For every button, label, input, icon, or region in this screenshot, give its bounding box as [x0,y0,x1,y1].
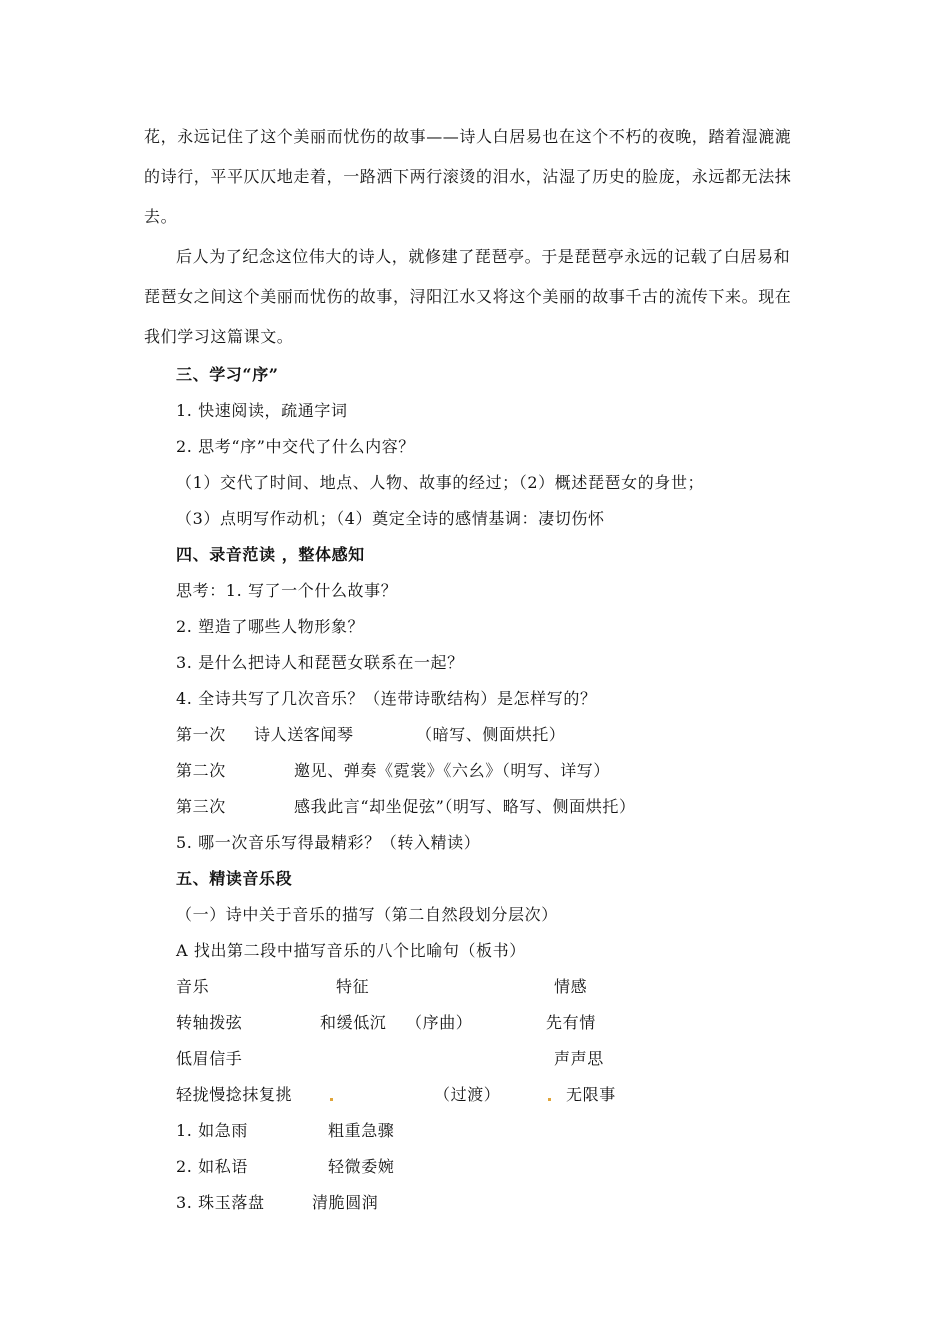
music-row-label: 第三次 [176,797,226,816]
paragraph-line-2: 的诗行，平平仄仄地走着，一路洒下两行滚烫的泪水，沾湿了历史的脸庞，永远都无法抹 [144,167,792,186]
table-music: 转轴拨弦 [176,1013,243,1032]
simile-feature: 粗重急骤 [328,1121,395,1140]
section-5-task-a: A 找出第二段中描写音乐的八个比喻句（板书） [176,941,526,960]
paragraph-line-3: 去。 [144,207,178,226]
section-3-answer-2: （3）点明写作动机；（4）奠定全诗的感情基调：凄切伤怀 [176,509,605,528]
section-4-heading: 四、录音范读 ，整体感知 [176,545,365,564]
header-feature: 特征 [336,977,370,996]
table-music: 低眉信手 [176,1049,243,1068]
table-emotion: 声声思 [554,1049,604,1068]
decorative-dot [330,1098,333,1101]
table-music: 轻拢慢捻抹复挑 [176,1085,293,1104]
section-4-question-4: 4. 全诗共写了几次音乐？（连带诗歌结构）是怎样写的？ [176,689,597,708]
paragraph-line-6: 我们学习这篇课文。 [144,327,294,346]
header-music: 音乐 [176,977,210,996]
music-row-label: 第一次 [176,725,226,744]
section-4-question-2: 2. 塑造了哪些人物形象？ [176,617,365,636]
table-feature: 和缓低沉 [320,1013,387,1032]
paragraph-line-4: 后人为了纪念这位伟大的诗人，就修建了琵琶亭。于是琵琶亭永远的记载了白居易和 [176,247,791,266]
simile-label: 3. 珠玉落盘 [176,1193,265,1212]
simile-feature: 轻微委婉 [328,1157,395,1176]
header-emotion: 情感 [554,977,588,996]
section-3-item-1: 1. 快速阅读，疏通字词 [176,401,348,420]
paragraph-line-5: 琵琶女之间这个美丽而忧伤的故事，浔阳江水又将这个美丽的故事千古的流传下来。现在 [144,287,792,306]
section-3-heading: 三、学习“序” [176,365,279,384]
table-emotion: 先有情 [546,1013,596,1032]
section-5-heading: 五、精读音乐段 [176,869,293,888]
section-3-answer-1: （1）交代了时间、地点、人物、故事的经过；（2）概述琵琶女的身世； [176,473,705,492]
paragraph-line-1: 花，永远记住了这个美丽而忧伤的故事——诗人白居易也在这个不朽的夜晚，踏着湿漉漉 [144,127,792,146]
table-emotion: 无限事 [566,1085,616,1104]
section-5-subheading: （一）诗中关于音乐的描写（第二自然段划分层次） [176,905,558,924]
table-note: （过渡） [434,1085,501,1104]
music-row-content: 诗人送客闻琴 [254,725,354,744]
simile-label: 2. 如私语 [176,1157,248,1176]
decorative-dot [548,1098,551,1101]
section-4-question-3: 3. 是什么把诗人和琵琶女联系在一起？ [176,653,464,672]
section-4-question-1: 思考：1. 写了一个什么故事？ [176,581,398,600]
simile-label: 1. 如急雨 [176,1121,248,1140]
music-row-label: 第二次 [176,761,226,780]
table-note: （序曲） [406,1013,473,1032]
section-4-question-5: 5. 哪一次音乐写得最精彩？（转入精读） [176,833,481,852]
simile-feature: 清脆圆润 [312,1193,379,1212]
music-row-note: （暗写、侧面烘托） [416,725,566,744]
music-row-content: 邀见、弹奏《霓裳》《六幺》（明写、详写） [294,761,611,780]
section-3-item-2: 2. 思考“序”中交代了什么内容？ [176,437,415,456]
music-row-content: 感我此言“却坐促弦”（明写、略写、侧面烘托） [294,797,636,816]
